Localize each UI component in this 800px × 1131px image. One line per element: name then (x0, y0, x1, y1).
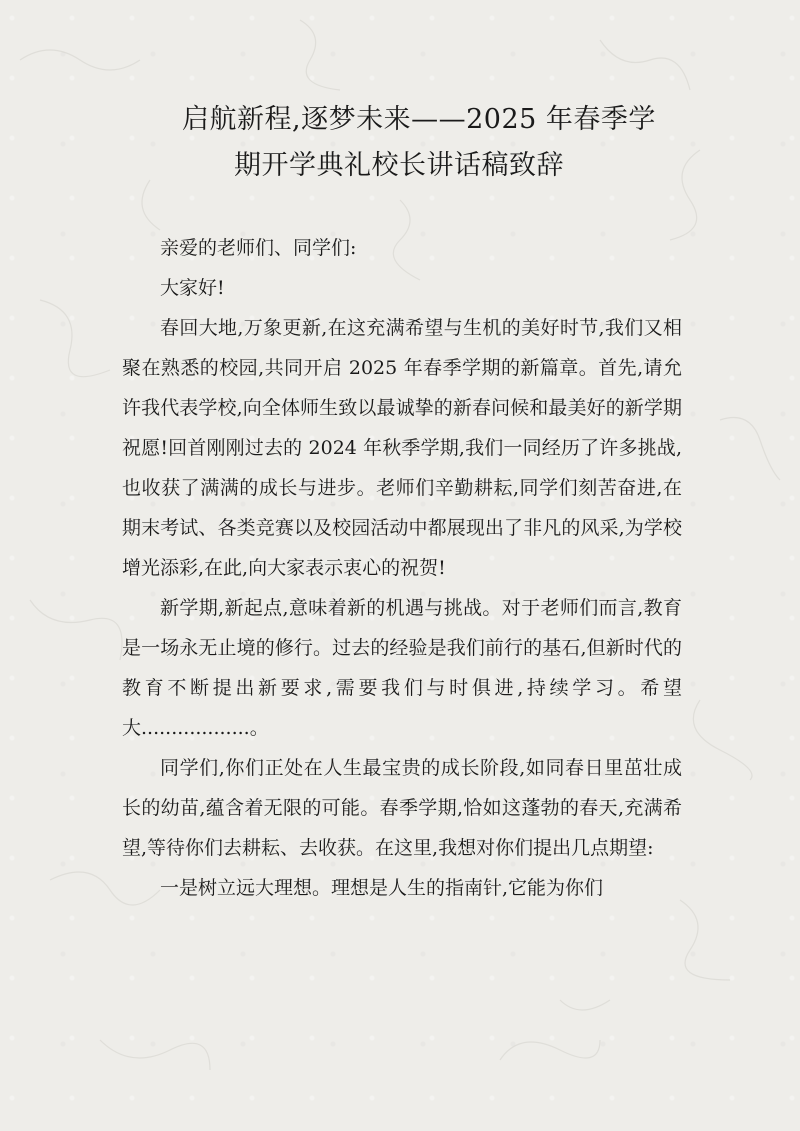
title-line-2: 期开学典礼校长讲话稿致辞 (234, 150, 564, 181)
title-line-1: 启航新程,逐梦未来——2025 年春季学 (182, 104, 656, 135)
document-body (122, 228, 682, 908)
paragraph: 新学期,新起点,意味着新的机遇与挑战。对于老师们而言,教育是一场永无止境的修行。过去的经验是我们前行的基石,但新时代的教育不断提出新要求,需要我们与时俱进,持续学习。希望大..................。 (122, 597, 682, 739)
document-title (0, 100, 800, 186)
salutation: 亲爱的老师们、同学们: (160, 237, 357, 259)
paragraph: 同学们,你们正处在人生最宝贵的成长阶段,如同春日里茁壮成长的幼苗,蕴含着无限的可能。春季学期,恰如这蓬勃的春天,充满希望,等待你们去耕耘、去收获。在这里,我想对你们提出几点期望: (122, 757, 682, 859)
greeting: 大家好! (160, 277, 225, 299)
paragraph: 春回大地,万象更新,在这充满希望与生机的美好时节,我们又相聚在熟悉的校园,共同开启 2025 年春季学期的新篇章。首先,请允许我代表学校,向全体师生致以最诚挚的新春问候和最美好的新学期祝愿!回首刚刚过去的 2024 年秋季学期,我们一同经历了许多挑战,也收获了满满的成长与进步。老师们辛勤耕耘,同学们刻苦奋进,在期末考试、各类竞赛以及校园活动中都展现出了非凡的风采,为学校增光添彩,在此,向大家表示衷心的祝贺! (122, 317, 682, 579)
paragraph: 一是树立远大理想。理想是人生的指南针,它能为你们 (160, 877, 604, 899)
